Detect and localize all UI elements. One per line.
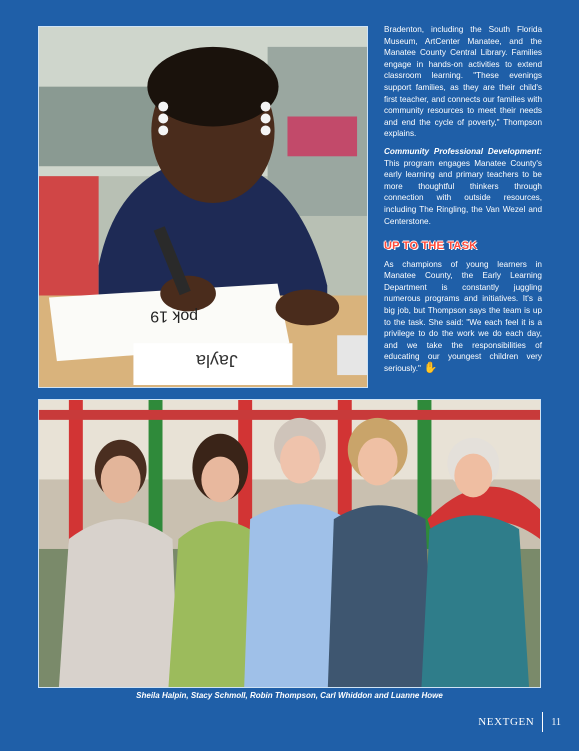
paragraph-3-text: As champions of young learners in Manatee County, the Early Learning Department is constantly juggling numerous programs and initiatives. It's a big job, but Thompson says the team is up to the task. She said: "We each feel it is a privilege to do the work we do each day, and we take the responsibilities of educating our youngest children very seriously.": [384, 259, 542, 374]
photo-caption: Sheila Halpin, Stacy Schmoll, Robin Thompson, Carl Whiddon and Luanne Howe: [136, 691, 443, 700]
page-number: 11: [551, 716, 561, 728]
paragraph-1: Bradenton, including the South Florida Museum, ArtCenter Manatee, and the Manatee County Central Library. Families engage in hands-on activities to extend classroom learning. "These evenings support families, as they are their child's first teacher, and connects our families with community resources to meet their needs and end the cycle of poverty," Thompson explains.: [384, 25, 542, 139]
child-writing-photo: [38, 26, 368, 388]
hand-icon: ✋: [423, 362, 438, 375]
article-column: [384, 24, 542, 381]
magazine-brand: NEXTGEN: [478, 716, 535, 728]
section-heading: UP TO THE TASK: [384, 240, 478, 253]
paper-writing-text: pok 19: [150, 307, 199, 325]
paragraph-2-lead: Community Professional Development:: [384, 146, 542, 156]
group-photo: [38, 399, 541, 688]
footer-divider: [542, 712, 543, 732]
paragraph-2-body: This program engages Manatee County's early learning and primary teachers to be more thoughtful thinkers through connection with outside resources, including The Ringling, the Van Wezel and Centerstone.: [384, 158, 542, 226]
paragraph-2: [384, 146, 542, 227]
paragraph-3: [384, 259, 542, 375]
page-footer: [478, 712, 561, 732]
paper-name-text: Jayla: [196, 351, 238, 372]
